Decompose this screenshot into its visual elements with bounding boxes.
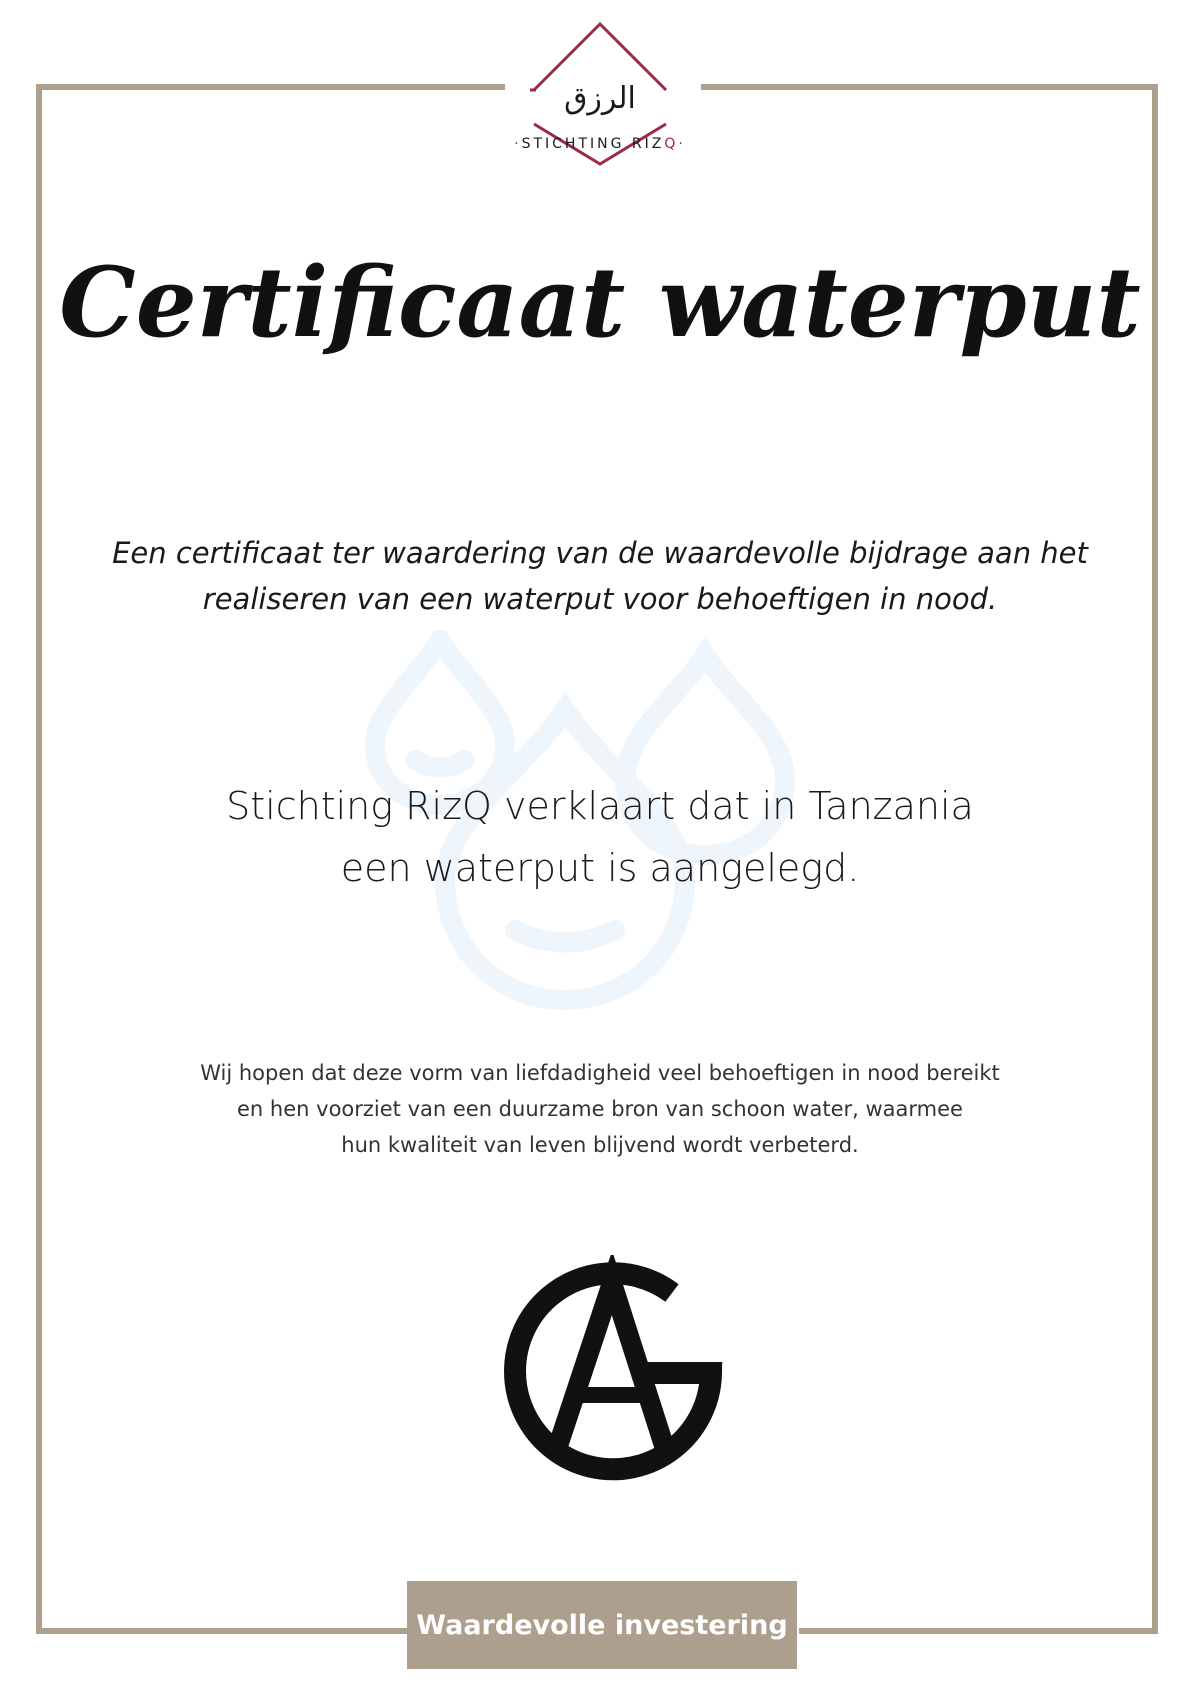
ag-monogram-logo: [497, 1255, 732, 1485]
certificate-title: Certificaat waterput: [59, 246, 1141, 359]
logo-name-prefix: ·: [514, 136, 522, 152]
body-line-3: hun kwaliteit van leven blijvend wordt verbeterd.: [341, 1133, 859, 1157]
body-line-2: en hen voorziet van een duurzame bron van schoon water, waarmee: [237, 1097, 963, 1121]
banner-label: Waardevolle investering: [407, 1581, 797, 1669]
logo-arabic-text: الرزق: [564, 81, 636, 116]
logo-name-suffix: ·: [678, 136, 686, 152]
stichting-rizq-logo: [506, 18, 694, 186]
certificate-body: [100, 1055, 1100, 1163]
subtitle-line-2: realiseren van een waterput voor behoeftigen in nood.: [202, 582, 998, 616]
logo-name: [506, 136, 694, 152]
certificate-subtitle: [80, 530, 1120, 622]
logo-name-accent: Q: [664, 136, 679, 152]
subtitle-line-1: Een certificaat ter waardering van de waardevolle bijdrage aan het: [112, 536, 1088, 570]
certificate-declaration: [100, 775, 1100, 899]
declaration-line-2: een waterput is aangelegd.: [340, 846, 860, 890]
declaration-line-1: Stichting RizQ verklaart dat in Tanzania: [226, 784, 974, 828]
body-line-1: Wij hopen dat deze vorm van liefdadigheid veel behoeftigen in nood bereikt: [200, 1061, 1000, 1085]
logo-name-text: STICHTING RIZ: [521, 136, 665, 152]
